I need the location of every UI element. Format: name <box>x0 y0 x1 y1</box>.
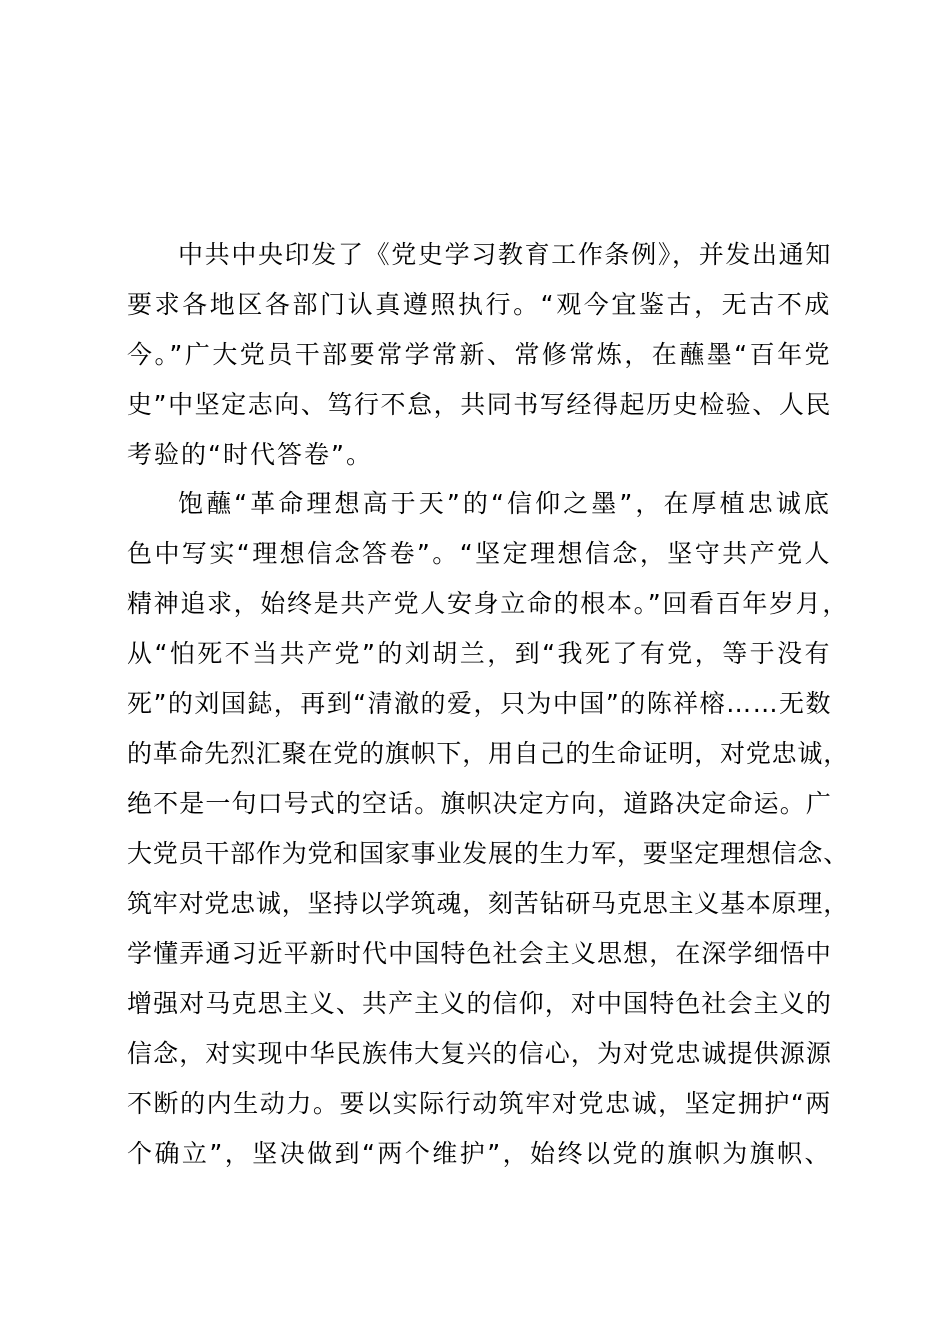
line-text: 要求各地区各部门认真遵照执行。“观今宜鉴古，无古不成 <box>127 290 832 319</box>
line-text: 学懂弄通习近平新时代中国特色社会主义思想，在深学细悟中 <box>127 939 832 968</box>
line-text: 个确立”，坚决做到“两个维护”，始终以党的旗帜为旗帜、 <box>127 1139 832 1168</box>
line-text: 今。”广大党员干部要常学常新、常修常炼，在蘸墨“百年党 <box>127 340 832 369</box>
line-text: 从“怕死不当共产党”的刘胡兰，到“我死了有党，等于没有 <box>127 639 832 668</box>
line-text: 色中写实“理想信念答卷”。“坚定理想信念，坚守共产党人 <box>127 539 832 568</box>
line-text: 史”中坚定志向、笃行不怠，共同书写经得起历史检验、人民 <box>127 390 832 419</box>
line-text: 筑牢对党忠诚，坚持以学筑魂，刻苦钻研马克思主义基本原理， <box>127 889 849 918</box>
line-text: 大党员干部作为党和国家事业发展的生力军，要坚定理想信念、 <box>127 839 849 868</box>
line-text: 考验的“时代答卷”。 <box>127 440 373 469</box>
line-text: 中共中央印发了《党史学习教育工作条例》，并发出通知 <box>178 240 832 269</box>
line-text: 饱蘸“革命理想高于天”的“信仰之墨”，在厚植忠诚底 <box>178 489 832 518</box>
line-text: 绝不是一句口号式的空话。旗帜决定方向，道路决定命运。广 <box>127 789 832 818</box>
line-text: 死”的刘国鋕，再到“清澈的爱，只为中国”的陈祥榕……无数 <box>127 689 832 718</box>
line-text: 增强对马克思主义、共产主义的信仰，对中国特色社会主义的 <box>127 989 832 1018</box>
line-text: 不断的内生动力。要以实际行动筑牢对党忠诚，坚定拥护“两 <box>127 1089 832 1118</box>
line-text: 精神追求，始终是共产党人安身立命的根本。”回看百年岁月， <box>127 589 849 618</box>
line-text: 的革命先烈汇聚在党的旗帜下，用自己的生命证明，对党忠诚， <box>127 739 849 768</box>
line-text: 信念，对实现中华民族伟大复兴的信心，为对党忠诚提供源源 <box>127 1039 832 1068</box>
